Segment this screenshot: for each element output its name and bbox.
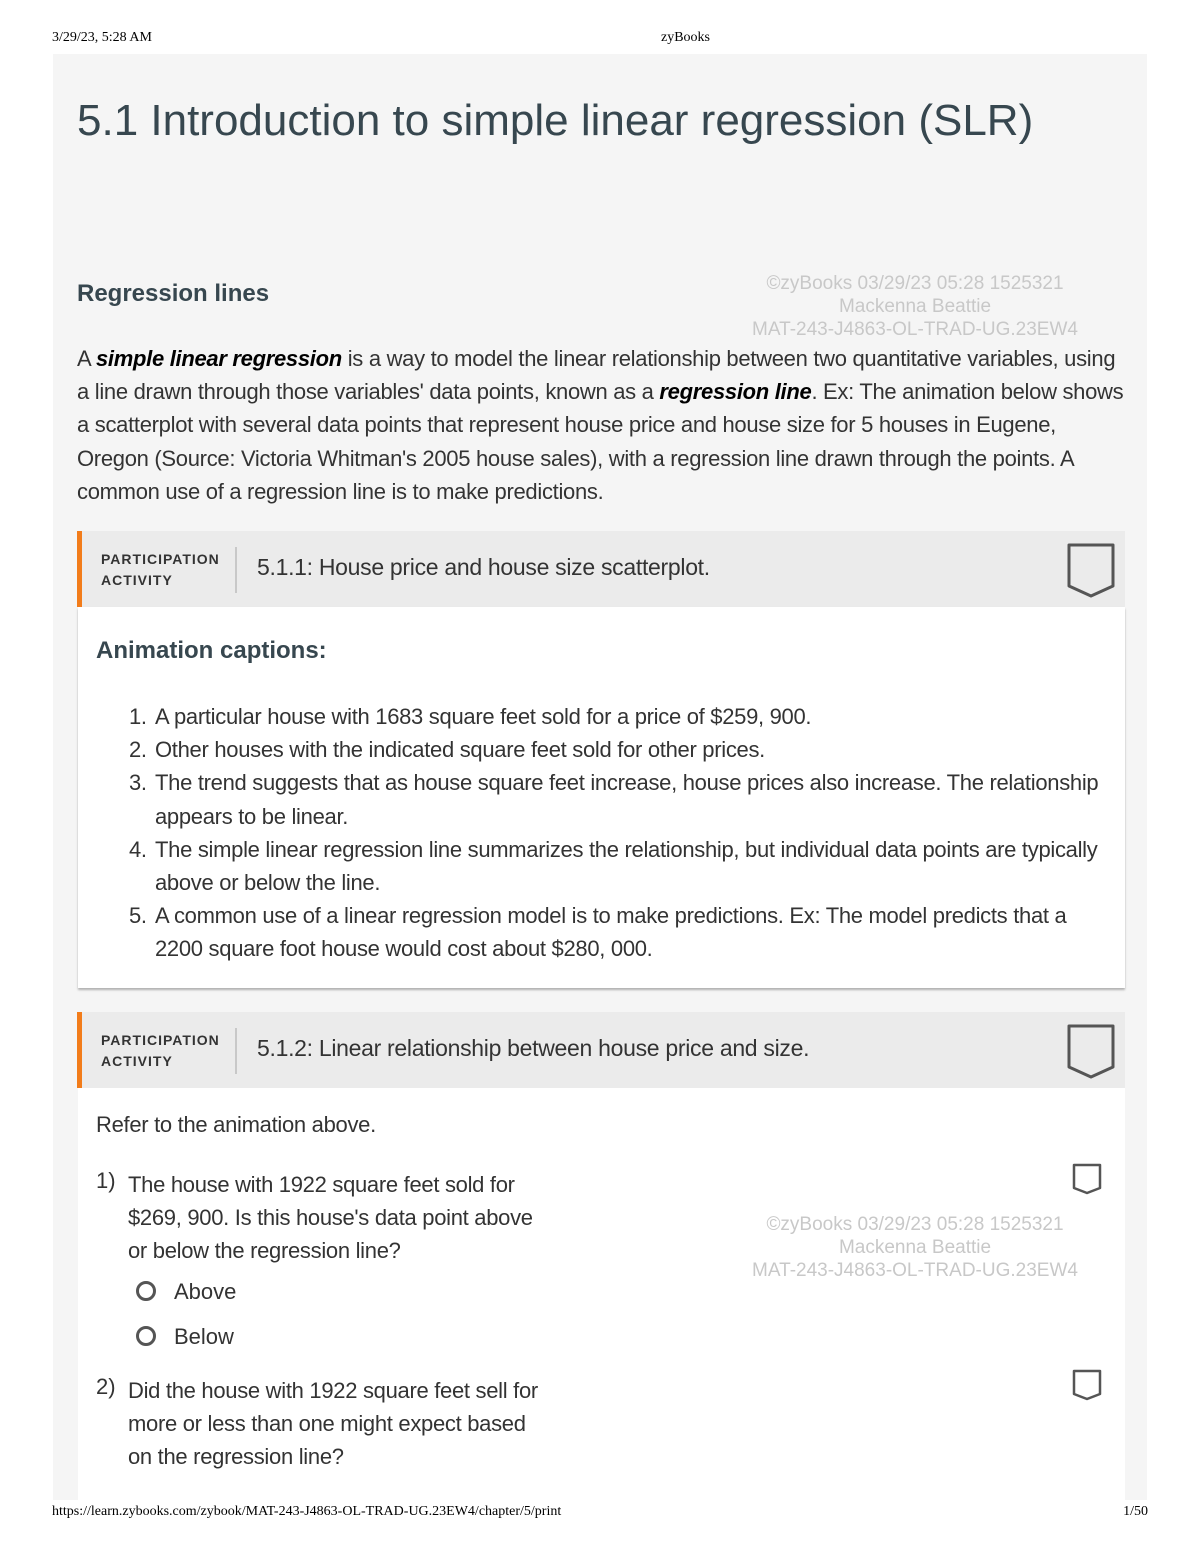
question-number: 1) xyxy=(96,1168,116,1193)
question-text: The house with 1922 square feet sold for $269, 900. Is this house's data point above or below the regression line? xyxy=(128,1172,533,1264)
caption-text: The simple linear regression line summarizes the relationship, but individual data points are typically above or below the line. xyxy=(155,836,1098,896)
caption-text: A common use of a linear regression model is to make predictions. Ex: The model predicts that a 2200 square foot house would cost about $280, 000. xyxy=(155,903,1067,962)
watermark-line: MAT-243-J4863-OL-TRAD-UG.23EW4 xyxy=(752,1260,1078,1281)
copyright-watermark xyxy=(705,1213,1125,1282)
caption-item xyxy=(96,899,1106,965)
print-date: 3/29/23, 5:28 AM xyxy=(52,30,152,45)
term-regression-line: regression line xyxy=(659,379,812,405)
intro-text: . Ex: The animation below shows a scatterplot with several data points that represent house price and house size for 5 houses in Eugene, Oregon (Source: Victoria Whitman's 2005 house sales), with a regression line drawn through the points. A common use of a regression line is to make predictions. xyxy=(77,379,1124,504)
caption-item xyxy=(96,833,1106,899)
completion-badge-icon xyxy=(1067,1024,1115,1080)
caption-item xyxy=(96,766,1106,832)
completion-badge-icon xyxy=(1067,543,1115,599)
page-number: 1/50 xyxy=(1123,1504,1148,1519)
caption-number: 5. xyxy=(129,903,147,929)
animation-captions-list xyxy=(96,700,1106,966)
caption-text: Other houses with the indicated square feet sold for other prices. xyxy=(155,737,765,763)
participation-activity-header xyxy=(77,1012,1125,1088)
animation-panel xyxy=(78,607,1125,988)
caption-number: 2. xyxy=(129,737,147,763)
watermark-line: MAT-243-J4863-OL-TRAD-UG.23EW4 xyxy=(752,319,1078,340)
participation-activity-label xyxy=(101,549,220,591)
watermark-line: ©zyBooks 03/29/23 05:28 1525321 xyxy=(766,273,1064,294)
caption-item xyxy=(96,733,1106,766)
caption-text: A particular house with 1683 square feet sold for a price of $259, 900. xyxy=(155,704,812,729)
watermark-line: Mackenna Beattie xyxy=(838,1237,992,1258)
print-url: https://learn.zybooks.com/zybook/MAT-243-J4863-OL-TRAD-UG.23EW4/chapter/5/print xyxy=(52,1504,562,1519)
completion-checkbox-icon xyxy=(1071,1368,1103,1402)
question-set-instructions: Refer to the animation above. xyxy=(96,1112,376,1137)
choice-label: Below xyxy=(174,1324,234,1349)
copyright-watermark xyxy=(705,272,1125,341)
radio-icon[interactable] xyxy=(136,1326,156,1346)
question-text: Did the house with 1922 square feet sell for more or less than one might expect based on the regression line? xyxy=(128,1378,538,1470)
participation-activity-header xyxy=(77,531,1125,607)
watermark-line: Mackenna Beattie xyxy=(838,296,992,317)
header-divider xyxy=(235,1028,237,1074)
caption-number: 4. xyxy=(129,836,147,862)
caption-number: 3. xyxy=(129,770,147,796)
question-number: 2) xyxy=(96,1374,116,1399)
activity-label-line: ACTIVITY xyxy=(101,572,173,588)
watermark-line: ©zyBooks 03/29/23 05:28 1525321 xyxy=(766,1214,1064,1235)
print-site-title: zyBooks xyxy=(661,30,710,45)
intro-text: A xyxy=(77,346,96,371)
intro-text: is a way to model the linear relationship between two quantitative variables, using a line drawn through those variables' data points, known as a xyxy=(77,346,1116,405)
activity-title: 5.1.1: House price and house size scatterplot. xyxy=(257,554,710,580)
section-title: 5.1 Introduction to simple linear regression (SLR) xyxy=(77,96,1034,145)
caption-item xyxy=(96,700,1106,733)
choice-label: Above xyxy=(174,1279,237,1304)
regression-lines-heading: Regression lines xyxy=(77,280,270,307)
radio-icon[interactable] xyxy=(136,1281,156,1301)
activity-label-line: PARTICIPATION xyxy=(101,551,220,567)
intro-paragraph xyxy=(77,342,1129,508)
caption-text: The trend suggests that as house square feet increase, house prices also increase. The relationship appears to be linear. xyxy=(155,770,1099,829)
animation-captions-title: Animation captions: xyxy=(96,637,327,664)
activity-title: 5.1.2: Linear relationship between house price and size. xyxy=(257,1035,810,1061)
activity-label-line: ACTIVITY xyxy=(101,1053,173,1069)
activity-label-line: PARTICIPATION xyxy=(101,1032,220,1048)
print-header xyxy=(0,30,1200,50)
completion-checkbox-icon xyxy=(1071,1162,1103,1196)
header-divider xyxy=(235,547,237,593)
participation-activity-label xyxy=(101,1030,220,1072)
question-set-panel xyxy=(78,1088,1125,1500)
term-simple-linear-regression: simple linear regression xyxy=(95,346,342,371)
caption-number: 1. xyxy=(129,704,147,729)
